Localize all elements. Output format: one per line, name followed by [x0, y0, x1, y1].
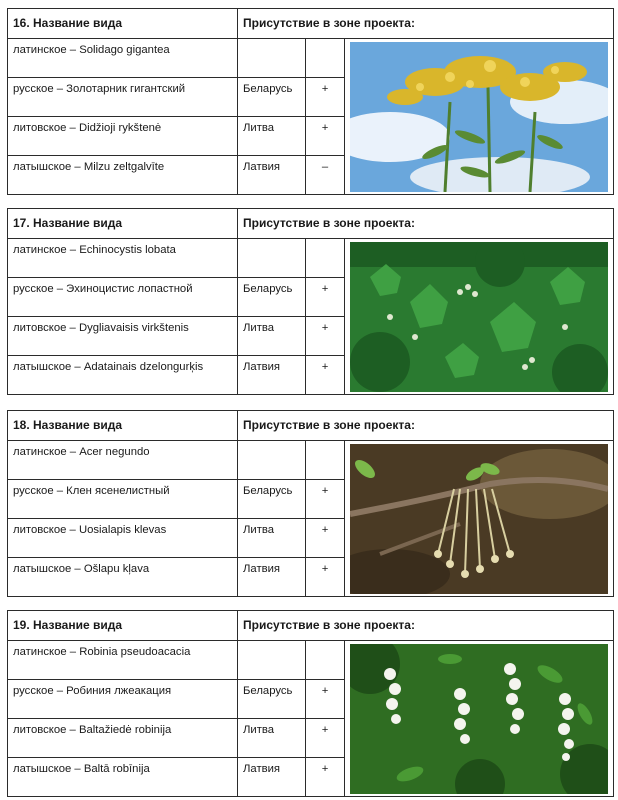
- presence-mark: –: [306, 156, 345, 195]
- country-cell: Латвия: [238, 558, 306, 597]
- russian-name: русское – Эхиноцистис лопастной: [8, 278, 238, 317]
- species-number-title: 19. Название вида: [8, 611, 238, 641]
- country-cell: [238, 441, 306, 480]
- presence-mark: [306, 239, 345, 278]
- presence-mark: +: [306, 278, 345, 317]
- lithuanian-name: литовское – Uosialapis klevas: [8, 519, 238, 558]
- country-cell: Литва: [238, 117, 306, 156]
- latvian-name: латышское – Ošlapu kļava: [8, 558, 238, 597]
- species-card: [7, 8, 613, 195]
- latin-name: латинское – Acer negundo: [8, 441, 238, 480]
- species-table: [7, 8, 614, 195]
- presence-mark: +: [306, 758, 345, 797]
- presence-mark: [306, 441, 345, 480]
- black-locust-photo: [350, 644, 608, 794]
- latvian-name: латышское – Baltā robīnija: [8, 758, 238, 797]
- presence-mark: +: [306, 519, 345, 558]
- presence-mark: [306, 641, 345, 680]
- russian-name: русское – Золотарник гигантский: [8, 78, 238, 117]
- species-number-title: 18. Название вида: [8, 411, 238, 441]
- photo-cell: [345, 641, 614, 797]
- country-cell: Беларусь: [238, 680, 306, 719]
- country-cell: Литва: [238, 719, 306, 758]
- presence-title: Присутствие в зоне проекта:: [238, 209, 614, 239]
- presence-mark: [306, 39, 345, 78]
- country-cell: Латвия: [238, 758, 306, 797]
- lithuanian-name: литовское – Dygliavaisis virkštenis: [8, 317, 238, 356]
- presence-mark: +: [306, 356, 345, 395]
- presence-mark: +: [306, 78, 345, 117]
- photo-cell: [345, 39, 614, 195]
- country-cell: [238, 239, 306, 278]
- presence-mark: +: [306, 558, 345, 597]
- species-number-title: 17. Название вида: [8, 209, 238, 239]
- country-cell: Литва: [238, 317, 306, 356]
- latin-name: латинское – Robinia pseudoacacia: [8, 641, 238, 680]
- lithuanian-name: литовское – Baltažiedė robinija: [8, 719, 238, 758]
- country-cell: [238, 641, 306, 680]
- russian-name: русское – Робиния лжеакация: [8, 680, 238, 719]
- presence-mark: +: [306, 680, 345, 719]
- russian-name: русское – Клен ясенелистный: [8, 480, 238, 519]
- species-card: [7, 610, 613, 797]
- country-cell: Беларусь: [238, 278, 306, 317]
- country-cell: Беларусь: [238, 480, 306, 519]
- lithuanian-name: литовское – Didžioji rykštenė: [8, 117, 238, 156]
- photo-cell: [345, 239, 614, 395]
- species-table: [7, 410, 614, 597]
- presence-title: Присутствие в зоне проекта:: [238, 411, 614, 441]
- species-card: [7, 208, 613, 395]
- country-cell: Литва: [238, 519, 306, 558]
- species-card: [7, 410, 613, 597]
- presence-mark: +: [306, 317, 345, 356]
- latin-name: латинское – Echinocystis lobata: [8, 239, 238, 278]
- photo-cell: [345, 441, 614, 597]
- latvian-name: латышское – Milzu zeltgalvīte: [8, 156, 238, 195]
- presence-mark: +: [306, 480, 345, 519]
- species-number-title: 16. Название вида: [8, 9, 238, 39]
- country-cell: Латвия: [238, 156, 306, 195]
- country-cell: Беларусь: [238, 78, 306, 117]
- goldenrod-photo: [350, 42, 608, 192]
- presence-mark: +: [306, 117, 345, 156]
- latvian-name: латышское – Adatainais dzelongurķis: [8, 356, 238, 395]
- species-table: [7, 208, 614, 395]
- boxelder-maple-photo: [350, 444, 608, 594]
- presence-title: Присутствие в зоне проекта:: [238, 611, 614, 641]
- country-cell: Латвия: [238, 356, 306, 395]
- presence-mark: +: [306, 719, 345, 758]
- country-cell: [238, 39, 306, 78]
- species-table: [7, 610, 614, 797]
- wild-cucumber-photo: [350, 242, 608, 392]
- presence-title: Присутствие в зоне проекта:: [238, 9, 614, 39]
- latin-name: латинское – Solidago gigantea: [8, 39, 238, 78]
